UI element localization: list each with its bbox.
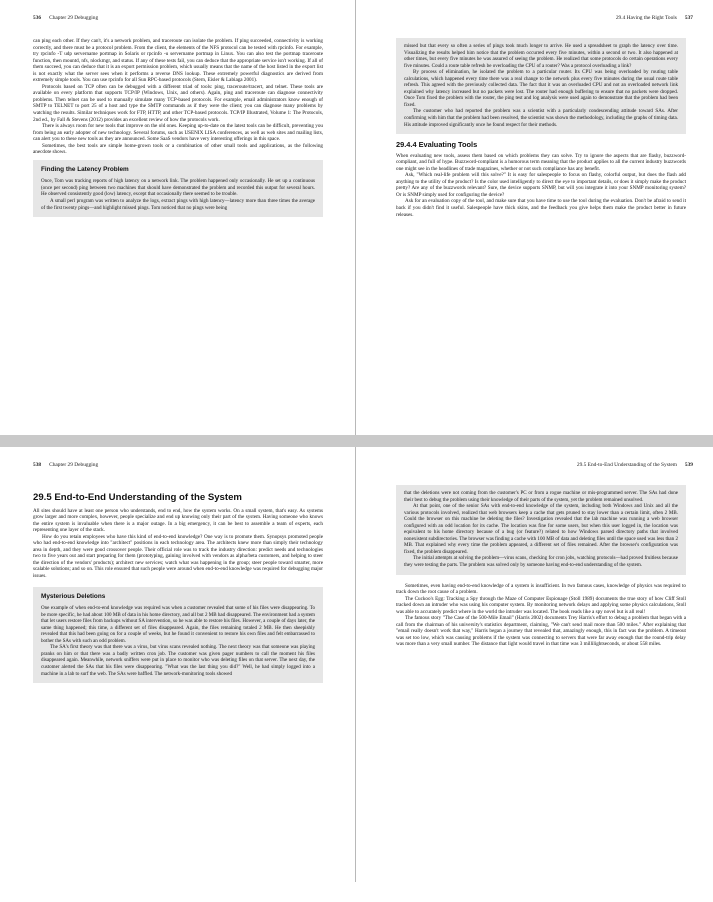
page-number: 539: [684, 462, 693, 468]
page-header: [33, 15, 98, 25]
body-text: [33, 485, 323, 689]
running-head: Chapter 29 Debugging: [49, 15, 99, 21]
page-number: 538: [33, 462, 42, 468]
paragraph: There is always room for new tools that improve on the old ones. Keeping up-to-date on the latest tools can be difficult, preventing you from being an early adopter of new technology. Several forums, such as USENIX LISA conferences, as well as web sites and mailing lists, can alert you to these new tools as they are announced. Some SaaS vendors have very interesting offerings in this space.: [33, 123, 323, 143]
box-paragraph: At that point, one of the senior SAs with end-to-end knowledge of the system, including both Windows and Unix and all the various protocols involved, realized that web browsers keep a cache that gets pruned to stay lower than a certain limit, often 2 MB. Could the browser on this machine be deleting the files? Investigation revealed that the lab machine was running a web browser configured with an odd location for its cache. The location was fine for some users, but when this user logged in, the location was equivalent to his home directory because of a bug (or feature?) related to how Windows parsed directory paths that involved nonexistent subdirectories. The browser was finding a cache with 100 MB of data and deleting files until the space used was less than 2 MB. That explained why every time the problem appeared, a different set of files remained. After the browser's configuration was fixed, the problem disappeared.: [404, 503, 678, 555]
running-head: 29.5 End-to-End Understanding of the System: [576, 462, 677, 468]
bottom-spread: [0, 447, 713, 882]
page-538: [0, 447, 355, 882]
paragraph: Protocols based on TCP often can be debugged with a different triad of tools: ping, traceroute/tracert, and telnet. These tools are available on every platform that supports TCP/IP (Windows, Unix, and others). Again, ping and traceroute can diagnose connectivity problems. Then telnet can be used to manually simulate many TCP-based protocols. For example, email administrators know enough of SMTP to TELNET to port 25 of a host and type the SMTP commands as if they were the client; you can diagnose many problems by watching the results. Similar techniques work for FTP, HTTP, and other TCP-based protocols. TCP/IP Illustrated, Volume 1: The Protocols, 2nd ed., by Fall & Stevens (2012) provides an excellent review of how the protocols work.: [33, 83, 323, 123]
sidebar-box: [33, 160, 323, 217]
box-paragraph: Once, Tom was tracking reports of high latency on a network link. The problem happened only occasionally. He set up a continuous (once per second) ping between two machines that should have demonstrated the problem and recorded this output for several hours. He observed consistently good (low) latency, except that occasionally there seemed to be trouble.: [41, 178, 315, 198]
box-paragraph: missed but that every so often a series of pings took much longer to arrive. He used a spreadsheet to graph the latency over time. Visualizing the results helped him notice that the problem occurred every five minutes, within a second or two. It also happened at other times, but every five minutes he was assured of seeing the problem. He realized that some protocols do certain operations every five minutes. Could a route table refresh be overloading the CPU of a router? Was a protocol overloading a link?: [404, 43, 678, 69]
spread-separator: [0, 435, 713, 447]
sidebar-box: [33, 587, 323, 684]
page-539: [356, 447, 713, 882]
page-header: [616, 15, 693, 25]
paragraph: Ask for an evaluation copy of the tool, and make sure that you have time to use the tool during the evaluation. Don't be afraid to send it back if you didn't find it useful. Salespeople have thick skins, and the feedback you give helps them make the product better in future releases.: [396, 198, 686, 218]
paragraph: All sites should have at least one person who understands, end to end, how the system works. On a small system, that's easy. As systems grow larger and more complex, however, people specialize and end up knowing only their part of the system. Having someone who knows the entire system is invaluable when there is a major outage. In a big emergency, it can be best to assemble a team of experts, each representing one layer of the stack.: [33, 507, 323, 534]
box-paragraph: The initial attempts at solving the problem—virus scans, checking for cron jobs, watching protocols—had proved fruitless because they were testing the parts. The problem was solved only by someone having end-to-end understanding of the system.: [404, 555, 678, 569]
sidebar-box-continued: [396, 38, 686, 134]
running-head: Chapter 29 Debugging: [49, 462, 99, 468]
paragraph: Sometimes, even having end-to-end knowledge of a system is insufficient. In two famous cases, knowledge of physics was required to track down the root cause of a problem.: [396, 582, 686, 596]
top-spread: [0, 0, 713, 435]
running-head: 29.4 Having the Right Tools: [615, 15, 677, 21]
paragraph: The famous story "The Case of the 500-Mile Email" (Harris 2002) documents Trey Harris's effort to debug a problem that began with a call from the chairman of his university's statistics department, claiming, "We can't send mail more than 500 miles." After explaining that "email really doesn't work that way," Harris began a journey that revealed that, amazingly enough, this in fact was the problem. A timeout was set too low, which was causing problems if the system was connecting to servers that were far away enough that the round-trip delay was more than a very small number. The distance that light would travel in that time was 3 millilightseconds, or about 558 miles.: [396, 615, 686, 648]
section-heading: 29.5 End-to-End Understanding of the System: [33, 492, 242, 503]
paragraph: Sometimes, the best tools are simple home-grown tools or a combination of other small tools and applications, as the following anecdote shows.: [33, 142, 323, 156]
paragraph: Ask, "Which real-life problem will this solve?" It is easy for salespeople to focus on flashy, colorful output, but does the flash add anything to the utility of the product? Is the color used intelligently to direct the eye to important details, or does it simply make the product pretty? Are any of the buzzwords relevant? Sure, the device supports SNMP, but will you integrate it into your SNMP monitoring system? Or is SNMP simply used for configuring the device?: [396, 172, 686, 198]
page-number: 536: [33, 15, 42, 21]
box-paragraph: that the deletions were not coming from the customer's PC or from a rogue machine or mis-programmed server. The SAs had done their best to debug the problem using their knowledge of their parts of the system, yet the problem remained unsolved.: [404, 490, 678, 503]
page-header: [33, 462, 98, 472]
paragraph: When evaluating new tools, assess them based on which problems they can solve. Try to ignore the aspects that are flashy, buzzword-compliant, and full of hype. Buzzword-compliant is a humorous term meaning that the product applies to all the current industry buzzwords one might see in the headlines of trade magazines, whether or not such compliance has any benefit.: [396, 152, 686, 172]
box-title: Finding the Latency Problem: [41, 165, 129, 173]
box-paragraph: By process of elimination, he isolated the problem to a particular router. Its CPU was being overloaded by routing table calculations, which happened every time there was a real change to the network plus every five minutes during the usual route table refresh. This agreed with the previously collected data. The fact that it was an overloaded CPU and not an overloaded network link explained why latency increased but no packets were lost. The router had enough buffering to ensure that no packets were dropped. Once Tom fixed the problem with the router, the ping test and log analysis were used again to demonstrate that the problem had been fixed.: [404, 69, 678, 108]
body-text: [33, 38, 323, 223]
box-title: Mysterious Deletions: [41, 592, 106, 600]
sidebar-box-continued: [396, 485, 686, 575]
box-paragraph: The customer who had reported the problem was a scientist with a particularly condescending attitude toward SAs. After confirming with him that the problem had been resolved, the scientist was shown the methodology, including the graphs of timing data. His attitude improved significantly once he found respect for their methods.: [404, 108, 678, 128]
box-paragraph: One example of when end-to-end knowledge was required was when a customer revealed that some of his files were disappearing. To be more specific, he had about 100 MB of data in his home directory, and all but 2 MB had disappeared. The environment had a system that let users restore files from backups without SA intervention, so he was able to restore his files. However, a couple of days later, the same thing happened; this time, a different set of files disappeared. Again, the files remaining totaled 2 MB. He then sheepishly revealed that this had been going on for a couple of weeks, but he found it convenient to restore his own files and felt embarrassed to bother the SAs with such an odd problem.: [41, 605, 315, 644]
page-header: [577, 462, 693, 472]
body-text: [396, 485, 686, 648]
box-paragraph: The SA's first theory was that there was a virus, but virus scans revealed nothing. The next theory was that someone was playing pranks on him or that there was a badly written cron job. The customer was given pager numbers to call the moment his files disappeared again. Meanwhile, network sniffers were put in place to monitor who was deleting files on that server. The next day, the customer alerted the SAs that his files were disappearing. "What was the last thing you did?" Well, he had simply logged into a machine in a lab to surf the web. The SAs were baffled. The network-monitoring tools showed: [41, 644, 315, 677]
subsection-heading: 29.4.4 Evaluating Tools: [396, 140, 478, 150]
page-536: [0, 0, 355, 435]
paragraph: can ping each other. If they can't, it's a network problem, and traceroute can isolate the problem. If ping succeeded, connectivity is working correctly, and there must be a protocol problem. From the client, the elements of the NFS protocol can be tested with rpcinfo. For example, try rpcinfo -T udp servername portmap in Solaris or rpcinfo -u servername portmap in Linux. You can also test the portmap traceroute function, then mountd, nfs, nlockmgr, and status. If any of these tests fail, you can deduce that the appropriate service isn't working. If all of them succeed, you can deduce that it is an export permission problem, which usually means that the name of the host listed in the export list is not exactly what the server sees when it performs a reverse DNS lookup. These extremely powerful diagnostics are derived from extremely simple tools. You can use rpcinfo for all Sun RPC-based protocols (Stern, Eisler & Labiaga 2001).: [33, 38, 323, 84]
paragraph: The Cuckoo's Egg: Tracking a Spy through the Maze of Computer Espionage (Stoll 1989) documents the true story of how Cliff Stoll tracked down an intruder who was using his computer system. By monitoring network delays and applying some physics calculations, Stoll was able to accurately predict where in the world the intruder was located. The book reads like a spy novel but is all real!: [396, 595, 686, 615]
page-number: 537: [684, 15, 693, 21]
body-text: [396, 38, 686, 218]
page-537: [356, 0, 713, 435]
paragraph: How do you retain employees who have this kind of end-to-end knowledge? One way is to promote them. Synopsys promoted people who had end-to-end knowledge into "architect" positions in each technology area. The architects knew more than simply their technology area in depth, and they were good crossover people. Their official role was to track the industry direction: predict needs and technologies two to five years out and start preparing for them (prototyping, gaining involved with vendors as alpha/beta customers, and helping to steer the direction of the vendors' products); architect new services; watch what was happening in the group; steer people toward smarter, more scalable solutions; and so on. This role ensured that such people were around when end-to-end knowledge was required for debugging major issues.: [33, 533, 323, 580]
box-paragraph: A small perl program was written to analyze the logs, extract pings with high latency—latency more than three times the average of the first twenty pings—and highlight missed pings. Tom noticed that no pings were being: [41, 198, 315, 211]
